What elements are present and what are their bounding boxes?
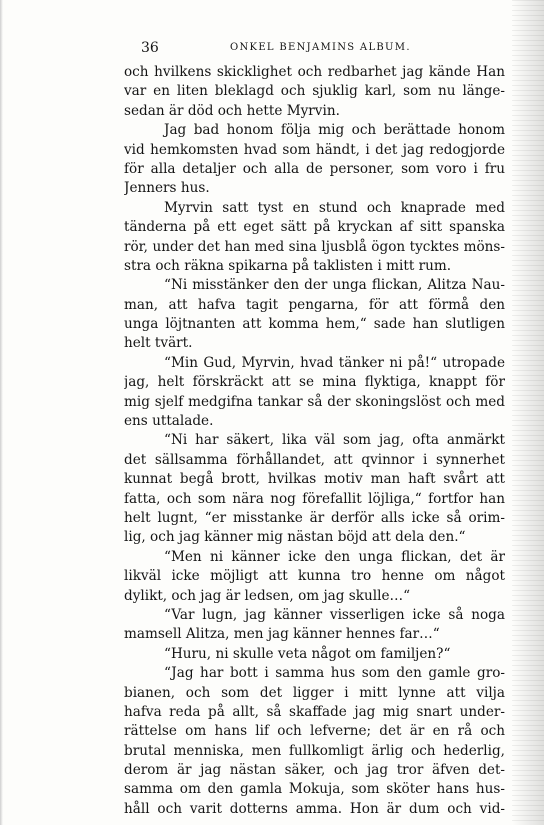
text-line: hafva reda på allt, så skaffade jag mig snart under- (124, 703, 505, 720)
text-line: och hvilkens skicklighet och redbarhet jag kände Han (124, 64, 505, 80)
text-line: vid hemkomsten hvad som händt, i det jag redogjorde (124, 141, 505, 158)
text-line: stra och räkna spikarna på taklisten i mitt rum. (124, 257, 452, 274)
text-line: “Ni misstänker den der unga flickan, Alitza Nau- (164, 277, 505, 294)
text-line: Jag bad honom följa mig och berättade honom (164, 122, 505, 139)
text-line: lig, och jag känner mig nästan böjd att dela den.“ (124, 529, 466, 546)
text-line: var en liten bleklagd och sjuklig karl, som nu länge- (124, 83, 505, 100)
page-edge-left (0, 0, 3, 825)
text-line: fatta, och som nära nog förefallit löjliga,“ fortfor han (124, 490, 505, 507)
text-line: samma om den gamla Mokuja, som sköter hans hus- (124, 781, 505, 798)
text-line: mamsell Alitza, men jag känner hennes far…“ (124, 626, 440, 643)
running-head (141, 40, 491, 56)
page-number: 36 (141, 40, 159, 56)
text-line: “Ni har säkert, lika väl som jag, ofta anmärkt (164, 432, 505, 449)
text-line: Jenners hus. (124, 180, 210, 197)
text-line: bianen, och som det ligger i mitt lynne att vilja (124, 684, 505, 701)
text-line: “Huru, ni skulle veta något om familjen?“ (164, 645, 451, 662)
text-line: sedan är död och hette Myrvin. (124, 102, 340, 119)
text-line: det sällsamma förhållandet, att qvinnor i synnerhet (124, 451, 505, 468)
text-line: rättelse om hans lif och lefverne; det är en rå och (124, 723, 505, 740)
text-line: Myrvin satt tyst en stund och knaprade med (164, 199, 505, 216)
body-text (124, 63, 505, 819)
text-line: ens uttalade. (124, 413, 214, 430)
text-line: “Men ni känner icke den unga flickan, det är (164, 548, 505, 565)
text-line: “Jag har bott i samma hus som den gamle gro- (164, 665, 505, 682)
text-line: rör, under det han med sina ljusblå ögon tycktes möns- (124, 238, 505, 255)
page-edge-right (512, 0, 544, 825)
text-line: för alla detaljer och alla de personer, som voro i fru (124, 160, 505, 177)
text-line: håll och varit dotterns amma. Hon är dum och vid- (124, 800, 505, 817)
text-line: “Var lugn, jag känner visserligen icke så noga (164, 606, 505, 623)
text-line: brutal menniska, men fullkomligt ärlig och hederlig, (124, 742, 505, 759)
text-line: derom är jag nästan säker, och jag tror äfven det- (124, 762, 505, 779)
text-line: helt tvärt. (124, 335, 193, 352)
text-line: jag, helt förskräckt att se mina flyktiga, knappt för (124, 374, 505, 391)
text-line: man, att hafva tagit pengarna, för att förmå den (124, 296, 505, 313)
text-line: likväl icke möjligt att kunna tro henne om något (124, 568, 505, 585)
running-title: ONKEL BENJAMINS ALBUM. (230, 42, 411, 53)
text-line: kunnat begå brott, hvilkas motiv man haft svårt att (124, 471, 505, 488)
text-line: dylikt, och jag är ledsen, om jag skulle…“ (124, 587, 411, 604)
text-line: unga löjtnanten att komma hem,“ sade han slutligen (124, 316, 505, 333)
text-line: mig sjelf medgifna tankar så der skoningslöst och med (124, 393, 505, 410)
text-line: “Min Gud, Myrvin, hvad tänker ni på!“ utropade (164, 354, 505, 371)
text-line: helt lugnt, “er misstanke är derför alls icke så orim- (124, 509, 505, 526)
text-line: tänderna på ett eget sätt på kryckan af sitt spanska (124, 219, 505, 236)
